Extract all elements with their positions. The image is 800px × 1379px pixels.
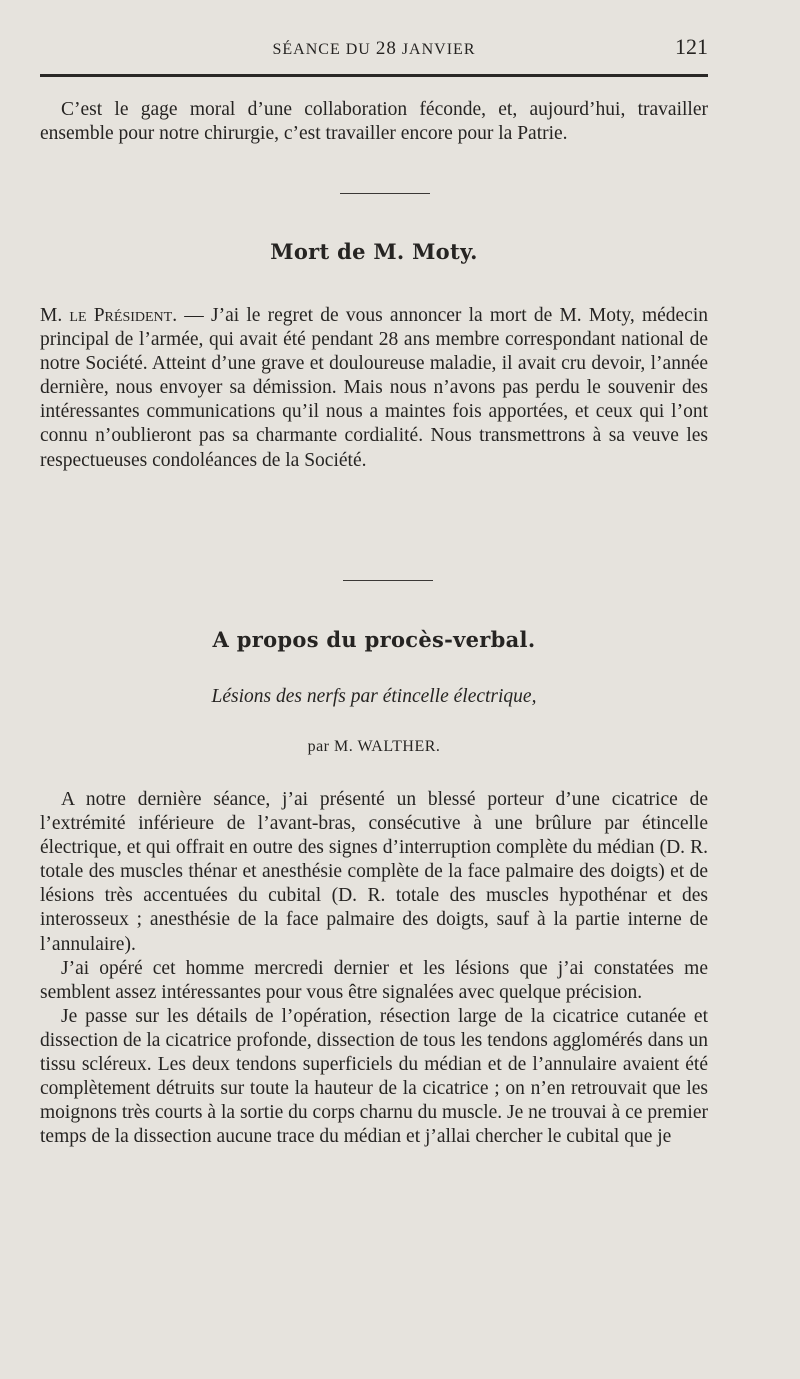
article-paragraph-2: J’ai opéré cet homme mercredi dernier et les lésions que j’ai constatées me semblent assez intéressantes pour vous être signalées avec quelque précision. [40, 957, 708, 1003]
opening-paragraph: C’est le gage moral d’une collaboration féconde, et, aujourd’hui, travailler ensemble pour notre chirurgie, c’est travailler encore pour la Patrie. [40, 99, 708, 145]
section-divider-2 [343, 580, 433, 581]
section-2-text [40, 788, 708, 1149]
article-byline: par M. WALTHER. [307, 738, 441, 755]
opening-text [40, 98, 708, 146]
moty-paragraph-text: — J’ai le regret de vous annoncer la mort de M. Moty, médecin principal de l’armée, qui avait été pendant 28 ans membre correspondant national de notre Société. Atteint d’une grave et douloureuse maladie, il avait cru devoir, l’année dernière, nous envoyer sa démission. Mais nous n’avons pas perdu le souvenir des intéressantes communications qu’il nous a maintes fois apportées, et ceux qui l’ont connu n’oublieront pas sa charmante cordialité. Nous transmettrons à sa veuve les respectueuses condoléances de la Société. [40, 305, 708, 471]
article-paragraph-3: Je passe sur les détails de l’opération, résection large de la cicatrice cutanée et dissection de la cicatrice profonde, dissection de tous les tendons agglomérés dans un tissu scléreux. Les deux tendons superficiels du médian et de l’annulaire avaient été complètement détruits sur toute la hauteur de la cicatrice ; on n’en retrouvait que les moignons très courts à la sortie du corps charnu du muscle. Je ne trouvai à ce premier temps de la dissection aucune trace du médian et j’allai chercher le cubital que je [40, 1005, 708, 1148]
running-head-title [40, 38, 708, 60]
running-head [40, 34, 708, 64]
section-1-text [40, 304, 708, 473]
article-subtitle: Lésions des nerfs par étincelle électrique, [211, 686, 537, 707]
article-paragraph-1: A notre dernière séance, j’ai présenté un blessé porteur d’une cicatrice de l’extrémité inférieure de l’avant-bras, consécutive à une brûlure par étincelle électrique, et qui offrait en outre des signes d’interruption complète du médian (D. R. totale des muscles thénar et anesthésie complète de la face palmaire des doigts) et de lésions très accentuées du cubital (D. R. totale des muscles hypothénar et des interosseux ; anesthésie de la face palmaire des doigts, sauf à la partie interne de l’annulaire). [40, 789, 708, 955]
speaker-label: M. le Président. [40, 305, 178, 326]
header-rule [40, 74, 708, 77]
page-number: 121 [675, 34, 708, 59]
section-heading-moty: Mort de M. Moty. [270, 239, 478, 264]
moty-paragraph [40, 304, 708, 473]
running-head-day: 28 [375, 38, 397, 59]
section-divider-1 [340, 193, 430, 194]
section-heading-proces-verbal: A propos du procès-verbal. [212, 627, 536, 652]
running-head-month: JANVIER [401, 41, 476, 58]
running-head-prefix: SÉANCE DU [272, 41, 371, 58]
